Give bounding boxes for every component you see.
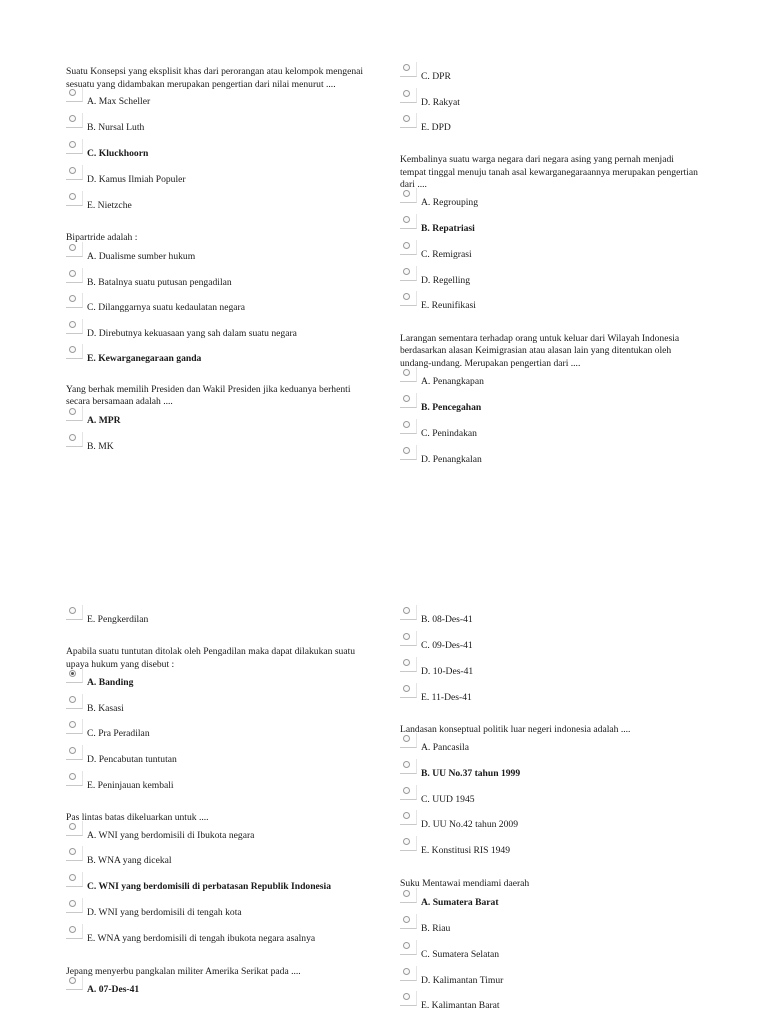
answer-option[interactable] (66, 614, 366, 626)
radio-button[interactable] (66, 694, 83, 709)
radio-button[interactable] (66, 432, 83, 447)
answer-option[interactable] (400, 614, 700, 626)
option-label: E. Reunifikasi (421, 299, 476, 311)
answer-option[interactable] (66, 933, 366, 945)
column-bottom-left (66, 614, 366, 996)
option-label: A. Penangkapan (421, 376, 484, 387)
question-text: Pas lintas batas dikeluarkan untuk .... (66, 812, 209, 823)
question-text: Yang berhak memilih Presiden dan Wakil Presiden jika keduanya berhenti secara bersamaan adalah .... (66, 383, 351, 407)
answer-option[interactable] (400, 666, 700, 678)
answer-option[interactable] (66, 855, 366, 867)
radio-button[interactable] (66, 719, 83, 734)
option-label: D. Pencabutan tuntutan (87, 754, 177, 765)
option-label: B. Pencegahan (421, 402, 482, 413)
answer-option[interactable] (400, 794, 700, 806)
answer-option[interactable] (400, 197, 700, 209)
option-label: C. Pra Peradilan (87, 728, 150, 739)
answer-option[interactable] (400, 949, 700, 961)
radio-button[interactable] (400, 62, 417, 77)
radio-button[interactable] (400, 113, 417, 128)
option-label: A. Banding (87, 677, 134, 688)
answer-option[interactable] (66, 122, 366, 134)
answer-option[interactable] (400, 402, 700, 414)
answer-option[interactable] (66, 251, 366, 263)
option-label: D. Rakyat (421, 97, 460, 108)
answer-option[interactable] (400, 742, 700, 754)
answer-option[interactable] (400, 923, 700, 935)
option-label: B. MK (87, 440, 114, 452)
answer-option[interactable] (66, 302, 366, 314)
radio-button[interactable] (66, 165, 83, 180)
option-label: E. Nietzche (87, 200, 132, 211)
radio-button[interactable] (400, 810, 417, 825)
radio-button-selected[interactable] (66, 668, 83, 683)
answer-option[interactable] (400, 223, 700, 235)
option-label: C. Dilanggarnya suatu kedaulatan negara (87, 301, 245, 313)
question-text: Suku Mentawai mendiami daerah (400, 877, 530, 889)
option-label: B. Batalnya suatu putusan pengadilan (87, 276, 232, 288)
question-text: Apabila suatu tuntutan ditolak oleh Pengadilan maka dapat dilakukan suatu upaya hukum yang disebut : (66, 646, 356, 670)
option-label: A. WNI yang berdomisili di Ibukota negara (87, 829, 255, 841)
option-label: D. 10-Des-41 (421, 666, 474, 677)
option-label: A. Max Scheller (87, 96, 151, 107)
answer-option[interactable] (400, 640, 700, 652)
radio-button[interactable] (66, 821, 83, 836)
radio-button[interactable] (400, 266, 417, 281)
option-label: E. 11-Des-41 (421, 692, 472, 703)
option-label: D. Kamus Ilmiah Populer (87, 174, 186, 185)
radio-button[interactable] (66, 87, 83, 102)
option-label: E. Konstitusi RIS 1949 (421, 844, 511, 856)
radio-button[interactable] (400, 836, 417, 851)
question-text: Suatu Konsepsi yang eksplisit khas dari perorangan atau kelompok mengenai sesuatu yang didambakan merupakan pengertian dari nilai menurut .... (66, 66, 364, 90)
radio-button[interactable] (400, 393, 417, 408)
answer-option[interactable] (400, 897, 700, 909)
radio-button[interactable] (400, 88, 417, 103)
answer-option[interactable] (66, 174, 366, 186)
answer-option[interactable] (400, 122, 700, 134)
radio-button[interactable] (400, 785, 417, 800)
option-label: D. WNI yang berdomisili di tengah kota (87, 906, 242, 918)
answer-option[interactable] (400, 1000, 700, 1012)
option-label: E. Peninjauan kembali (87, 780, 174, 791)
radio-button[interactable] (66, 872, 83, 887)
answer-option[interactable] (66, 754, 366, 766)
option-label: E. Pengkerdilan (87, 614, 149, 625)
option-label: C. WNI yang berdomisili di perbatasan Republik Indonesia (87, 880, 331, 892)
answer-option[interactable] (66, 830, 366, 842)
radio-button[interactable] (400, 605, 417, 620)
option-label: B. 08-Des-41 (421, 614, 473, 625)
radio-button[interactable] (66, 191, 83, 206)
answer-option[interactable] (400, 275, 700, 287)
answer-option[interactable] (400, 975, 700, 987)
answer-option[interactable] (66, 984, 366, 996)
option-label: D. Regelling (421, 274, 471, 286)
column-bottom-right (400, 614, 700, 1012)
option-label: A. MPR (87, 414, 121, 426)
option-label: C. DPR (421, 71, 451, 82)
radio-button[interactable] (66, 268, 83, 283)
radio-button[interactable] (400, 419, 417, 434)
radio-button[interactable] (400, 657, 417, 672)
option-label: D. Kalimantan Timur (421, 975, 504, 986)
option-label: D. UU No.42 tahun 2009 (421, 818, 518, 830)
option-label: A. Sumatera Barat (421, 897, 499, 908)
option-label: E. Kalimantan Barat (421, 1000, 500, 1011)
answer-option[interactable] (66, 415, 366, 427)
answer-option[interactable] (66, 907, 366, 919)
radio-button[interactable] (400, 683, 417, 698)
radio-button[interactable] (400, 759, 417, 774)
option-label: C. Kluckhoorn (87, 148, 149, 159)
answer-option[interactable] (400, 249, 700, 261)
option-label: A. Dualisme sumber hukum (87, 250, 196, 262)
radio-button[interactable] (66, 745, 83, 760)
radio-button[interactable] (400, 914, 417, 929)
radio-button[interactable] (66, 319, 83, 334)
radio-button[interactable] (400, 733, 417, 748)
answer-option[interactable] (400, 300, 700, 312)
radio-button[interactable] (400, 214, 417, 229)
column-top-right (400, 71, 700, 466)
radio-button[interactable] (400, 445, 417, 460)
answer-option[interactable] (400, 768, 700, 780)
option-label: C. 09-Des-41 (421, 640, 473, 651)
option-label: A. Regrouping (421, 196, 479, 208)
question-text: Bipartride adalah : (66, 232, 138, 243)
answer-option[interactable] (66, 96, 366, 108)
answer-option[interactable] (66, 677, 366, 689)
question-text: Larangan sementara terhadap orang untuk keluar dari Wilayah Indonesia berdasarkan alasan Keimigrasian atau alasan lain yang ditentukan oleh undang-undang. Merupakan pengertian dari .... (400, 332, 680, 369)
answer-option[interactable] (400, 845, 700, 857)
option-label: A. Pancasila (421, 741, 469, 753)
radio-button[interactable] (66, 113, 83, 128)
option-label: B. Nursal Luth (87, 122, 145, 133)
answer-option[interactable] (400, 71, 700, 83)
answer-option[interactable] (66, 328, 366, 340)
answer-option[interactable] (66, 780, 366, 792)
answer-option[interactable] (66, 277, 366, 289)
option-label: A. 07-Des-41 (87, 984, 140, 995)
answer-option[interactable] (66, 881, 366, 893)
radio-button[interactable] (400, 240, 417, 255)
option-label: E. Kewarganegaraan ganda (87, 352, 202, 364)
radio-button[interactable] (66, 293, 83, 308)
radio-button[interactable] (400, 966, 417, 981)
option-label: B. UU No.37 tahun 1999 (421, 767, 521, 779)
radio-button[interactable] (66, 846, 83, 861)
option-label: C. Sumatera Selatan (421, 949, 500, 960)
column-top-left (66, 66, 366, 453)
radio-button[interactable] (66, 344, 83, 359)
option-label: B. WNA yang dicekal (87, 854, 172, 866)
answer-option[interactable] (400, 692, 700, 704)
radio-button[interactable] (66, 406, 83, 421)
option-label: C. Penindakan (421, 428, 477, 439)
option-label: D. Penangkalan (421, 454, 482, 465)
option-label: B. Repatriasi (421, 222, 475, 234)
radio-button[interactable] (400, 991, 417, 1006)
answer-option[interactable] (400, 376, 700, 388)
radio-button[interactable] (400, 888, 417, 903)
radio-button[interactable] (66, 139, 83, 154)
radio-button[interactable] (66, 975, 83, 990)
option-label: E. DPD (421, 122, 451, 133)
radio-button[interactable] (66, 242, 83, 257)
question-text: Kembalinya suatu warga negara dari negara asing yang pernah menjadi tempat tinggal menuju tanah asal kewarganegaraannya merupakan pengertian dari .... (400, 154, 698, 190)
option-label: E. WNA yang berdomisili di tengah ibukota negara asalnya (87, 932, 316, 944)
option-label: B. Kasasi (87, 703, 124, 714)
radio-button[interactable] (66, 898, 83, 913)
answer-option[interactable] (400, 819, 700, 831)
answer-option[interactable] (400, 428, 700, 440)
radio-button[interactable] (66, 605, 83, 620)
radio-button[interactable] (400, 631, 417, 646)
radio-button[interactable] (400, 188, 417, 203)
answer-option[interactable] (66, 200, 366, 212)
radio-button[interactable] (400, 291, 417, 306)
radio-button[interactable] (400, 940, 417, 955)
answer-option[interactable] (400, 97, 700, 109)
answer-option[interactable] (66, 728, 366, 740)
option-label: B. Riau (421, 923, 451, 934)
option-label: D. Direbutnya kekuasaan yang sah dalam suatu negara (87, 327, 297, 339)
answer-option[interactable] (66, 441, 366, 453)
option-label: C. UUD 1945 (421, 793, 475, 805)
question-text: Jepang menyerbu pangkalan militer Amerika Serikat pada .... (66, 965, 301, 977)
radio-button[interactable] (66, 771, 83, 786)
option-label: C. Remigrasi (421, 248, 472, 260)
answer-option[interactable] (400, 454, 700, 466)
answer-option[interactable] (66, 353, 366, 365)
answer-option[interactable] (66, 703, 366, 715)
answer-option[interactable] (66, 148, 366, 160)
radio-button[interactable] (400, 367, 417, 382)
question-text: Landasan konseptual politik luar negeri indonesia adalah .... (400, 724, 631, 735)
radio-button[interactable] (66, 924, 83, 939)
